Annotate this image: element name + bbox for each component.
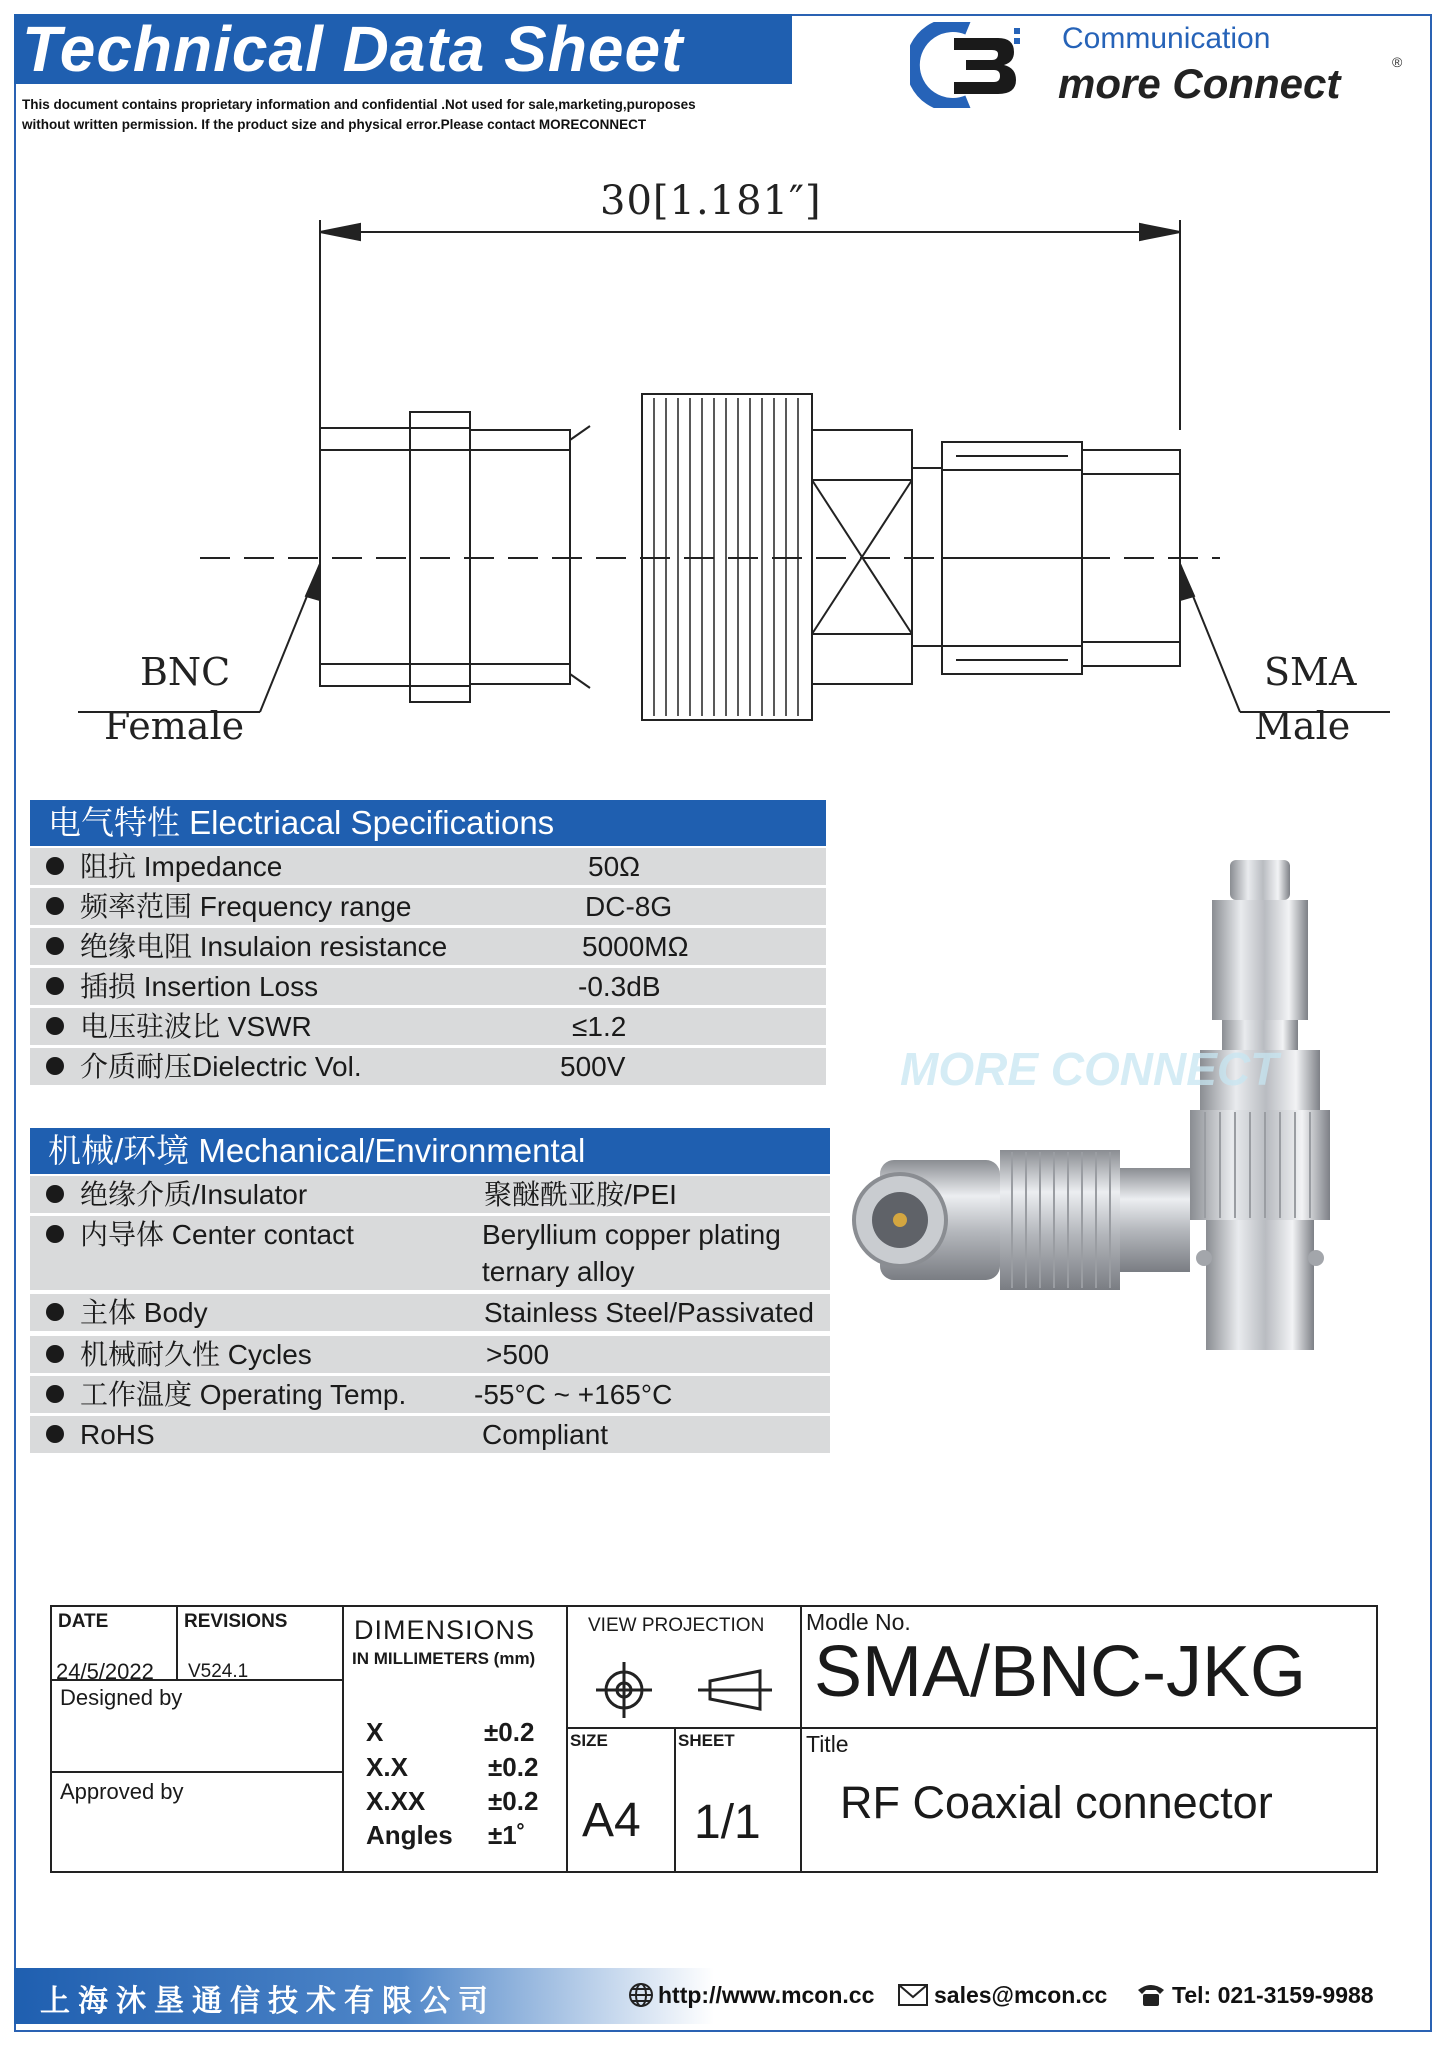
- right-connector-type: SMA: [1264, 650, 1357, 694]
- spec-value-continued: ternary alloy: [482, 1256, 635, 1287]
- right-connector-gender: Male: [1254, 704, 1351, 748]
- spec-label: 插损 Insertion Loss: [80, 971, 319, 1002]
- spec-value: DC-8G: [585, 891, 673, 922]
- left-connector-gender: Female: [104, 704, 245, 748]
- model-number: SMA/BNC-JKG: [814, 1632, 1307, 1712]
- brand-tagline: Communication: [1062, 22, 1271, 55]
- spec-row: [30, 968, 826, 1005]
- approved-by-label: Approved by: [60, 1779, 184, 1804]
- spec-value: >500: [486, 1339, 550, 1370]
- tolerance-value: ±0.2: [488, 1786, 539, 1816]
- product-photo: [840, 830, 1400, 1390]
- spec-label: 主体 Body: [80, 1297, 208, 1328]
- spec-label: 工作温度 Operating Temp.: [80, 1379, 407, 1410]
- registered-mark: ®: [1392, 54, 1403, 70]
- overall-length-dimension: 30[1.181″]: [600, 178, 822, 224]
- brand-name: more Connect: [1058, 60, 1341, 107]
- document-title: Technical Data Sheet: [22, 13, 684, 85]
- bullet-icon: [46, 937, 64, 955]
- tolerance-value: ±0.2: [484, 1717, 535, 1747]
- bullet-icon: [46, 1225, 64, 1243]
- sheet-value: 1/1: [694, 1796, 761, 1849]
- revisions-label: REVISIONS: [184, 1611, 288, 1632]
- spec-label: RoHS: [80, 1419, 155, 1450]
- spec-label: 内导体 Center contact: [80, 1219, 354, 1250]
- spec-label: 介质耐压Dielectric Vol.: [80, 1051, 362, 1082]
- notice-line-2: without written permission. If the product size and physical error.Please contact MORECONNECT: [22, 117, 647, 132]
- tolerance-value: ±0.2: [488, 1752, 539, 1782]
- bullet-icon: [46, 1303, 64, 1321]
- designed-by-label: Designed by: [60, 1685, 183, 1710]
- bullet-icon: [46, 977, 64, 995]
- globe-icon: [628, 1982, 654, 2008]
- bullet-icon: [46, 897, 64, 915]
- company-logo-icon: [910, 22, 1030, 108]
- spec-value: 聚醚酰亚胺/PEI: [484, 1179, 677, 1210]
- spec-value: Stainless Steel/Passivated: [484, 1297, 814, 1328]
- notice-line-1: This document contains proprietary information and confidential .Not used for sale,marketing,puroposes: [22, 97, 696, 112]
- date-value: 24/5/2022: [56, 1659, 154, 1684]
- bullet-icon: [46, 1385, 64, 1403]
- title-block: [50, 1605, 1378, 1873]
- size-value: A4: [582, 1794, 641, 1847]
- mechanical-spec-heading: 机械/环境 Mechanical/Environmental: [30, 1128, 830, 1174]
- spec-row: [30, 1176, 830, 1213]
- spec-row: [30, 1048, 826, 1085]
- spec-label: 频率范围 Frequency range: [80, 891, 412, 922]
- spec-row: [30, 1216, 830, 1290]
- spec-row: [30, 1294, 830, 1331]
- projection-symbol-icon: [590, 1659, 790, 1721]
- product-title: RF Coaxial connector: [840, 1777, 1273, 1828]
- tolerance-key: Angles: [366, 1820, 453, 1850]
- company-name: 上海沐垦通信技术有限公司: [40, 1984, 496, 2019]
- spec-value: -0.3dB: [578, 971, 661, 1002]
- tolerance-key: X.X: [366, 1752, 408, 1782]
- bullet-icon: [46, 1057, 64, 1075]
- spec-value: ≤1.2: [572, 1011, 627, 1042]
- spec-label: 机械耐久性 Cycles: [80, 1339, 312, 1370]
- date-label: DATE: [58, 1611, 109, 1632]
- view-projection-label: VIEW PROJECTION: [588, 1615, 765, 1636]
- bullet-icon: [46, 1017, 64, 1035]
- website-link[interactable]: http://www.mcon.cc: [658, 1982, 875, 2008]
- dimensions-label: DIMENSIONS: [354, 1615, 536, 1645]
- email-link[interactable]: sales@mcon.cc: [934, 1982, 1108, 2008]
- spec-label: 绝缘介质/Insulator: [80, 1179, 308, 1210]
- spec-value: 5000MΩ: [582, 931, 689, 962]
- spec-label: 电压驻波比 VSWR: [80, 1011, 312, 1042]
- mechanical-spec-table: [30, 1128, 830, 1466]
- spec-row: [30, 1336, 830, 1373]
- tolerance-key: X.XX: [366, 1786, 426, 1816]
- bullet-icon: [46, 1425, 64, 1443]
- tolerance-value: ±1˚: [488, 1820, 526, 1850]
- spec-row: [30, 848, 826, 885]
- mail-icon: [898, 1984, 928, 2006]
- bullet-icon: [46, 857, 64, 875]
- tolerance-key: X: [366, 1717, 384, 1747]
- sheet-label: SHEET: [678, 1731, 735, 1750]
- revisions-value: V524.1: [188, 1661, 249, 1682]
- spec-value: Compliant: [482, 1419, 609, 1450]
- title-label: Title: [806, 1731, 849, 1757]
- spec-value: 500V: [560, 1051, 626, 1082]
- left-connector-type: BNC: [140, 650, 231, 694]
- spec-value: Beryllium copper plating: [482, 1219, 781, 1250]
- photo-watermark: MORE CONNECT: [900, 1043, 1279, 1095]
- size-label: SIZE: [570, 1731, 608, 1750]
- connector-drawing: [70, 150, 1400, 770]
- spec-row: [30, 1416, 830, 1453]
- model-label: Modle No.: [806, 1609, 911, 1635]
- spec-row: [30, 928, 826, 965]
- spec-label: 阻抗 Impedance: [80, 851, 283, 882]
- electrical-spec-table: [30, 800, 826, 1090]
- bullet-icon: [46, 1345, 64, 1363]
- bullet-icon: [46, 1185, 64, 1203]
- spec-row: [30, 1008, 826, 1045]
- spec-row: [30, 888, 826, 925]
- spec-value: 50Ω: [588, 851, 641, 882]
- electrical-spec-heading: 电气特性 Electriacal Specifications: [30, 800, 826, 846]
- dimensions-unit: IN MILLIMETERS (mm): [352, 1649, 536, 1668]
- spec-row: [30, 1376, 830, 1413]
- telephone-number: Tel: 021-3159-9988: [1172, 1982, 1374, 2008]
- spec-label: 绝缘电阻 Insulaion resistance: [80, 931, 448, 962]
- spec-value: -55°C ~ +165°C: [474, 1379, 673, 1410]
- telephone-icon: [1136, 1982, 1166, 2008]
